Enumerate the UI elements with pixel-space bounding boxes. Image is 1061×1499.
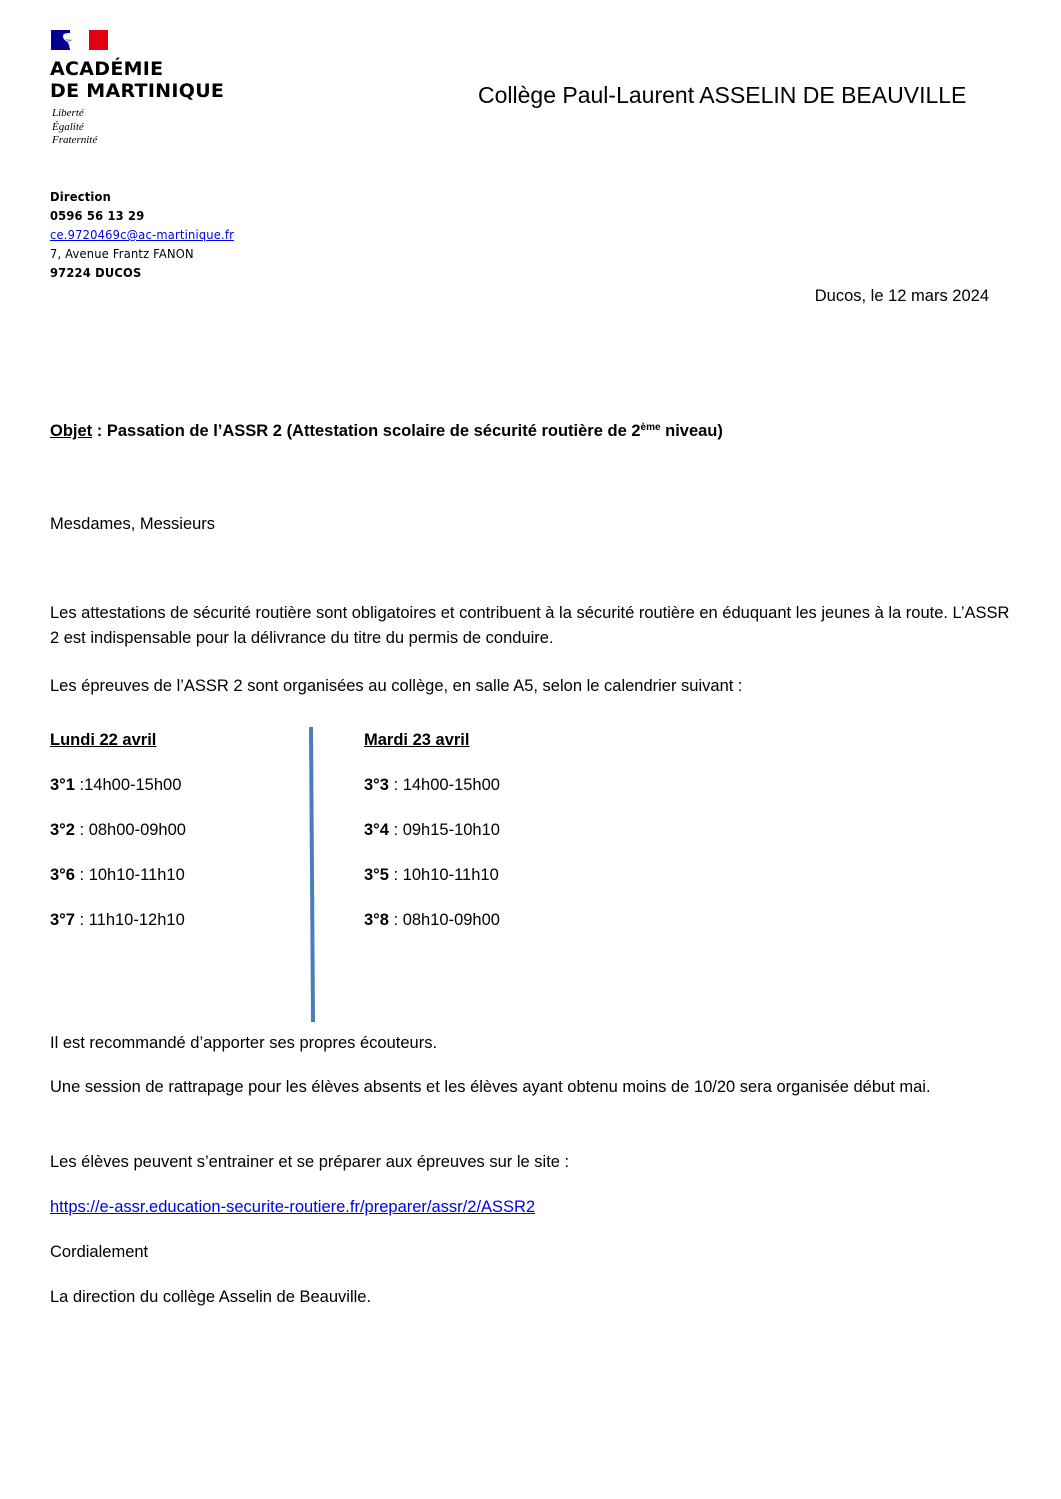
subject-superscript: ème: [640, 422, 661, 433]
republic-motto: [52, 107, 97, 148]
schedule-slot: 3°4 : 09h15-10h10: [364, 821, 500, 839]
contact-block: [50, 187, 234, 282]
schedule-slot: 3°1 :14h00-15h00: [50, 776, 182, 794]
academy-line-1: ACADÉMIE: [50, 58, 164, 80]
schedule-intro-paragraph: Les épreuves de l’ASSR 2 sont organisées au collège, en salle A5, selon le calendrier suivant :: [50, 677, 743, 695]
motto-liberte: Liberté: [52, 107, 84, 119]
subject-text: : Passation de l’ASSR 2 (Attestation scolaire de sécurité routière de 2: [92, 422, 641, 440]
contact-email-link[interactable]: ce.9720469c@ac-martinique.fr: [50, 227, 235, 242]
motto-egalite: Égalité: [52, 120, 84, 133]
letter-date: Ducos, le 12 mars 2024: [814, 287, 989, 305]
greeting: Mesdames, Messieurs: [50, 515, 216, 533]
subject-label: Objet: [50, 422, 93, 440]
schedule-slot: 3°8 : 08h10-09h00: [364, 911, 500, 929]
training-site-link[interactable]: https://e-assr.education-securite-routiere.fr/preparer/assr/2/ASSR2: [50, 1198, 536, 1216]
motto-fraternite: Fraternité: [52, 134, 98, 146]
marianne-flag-logo: [51, 30, 108, 50]
training-paragraph: Les élèves peuvent s’entrainer et se préparer aux épreuves sur le site :: [50, 1153, 570, 1171]
signature-line: La direction du collège Asselin de Beauville.: [50, 1288, 372, 1306]
schedule-slot: 3°2 : 08h00-09h00: [50, 821, 186, 839]
academy-line-2: DE MARTINIQUE: [50, 80, 225, 102]
contact-service: Direction: [50, 189, 111, 204]
contact-street: 7, Avenue Frantz FANON: [50, 246, 194, 261]
schedule-slot: 3°6 : 10h10-11h10: [50, 866, 185, 884]
schedule-slot: 3°5 : 10h10-11h10: [364, 866, 499, 884]
schedule-slot: 3°7 : 11h10-12h10: [50, 911, 185, 929]
intro-paragraph: Les attestations de sécurité routière sont obligatoires et contribuent à la sécurité routière en éduquant les jeunes à la route. L’ASSR 2 est indispensable pour la délivrance du titre du permis de conduire.: [50, 604, 1010, 647]
schedule-day-title: Lundi 22 avril: [50, 731, 157, 749]
contact-phone: 0596 56 13 29: [50, 208, 145, 223]
schedule-tuesday: [364, 718, 500, 943]
subject-end: niveau): [660, 422, 723, 440]
schedule-divider-line: [309, 727, 315, 1022]
subject-line: [50, 422, 723, 441]
contact-city: 97224 DUCOS: [50, 265, 142, 280]
academy-logo-text: [50, 58, 224, 102]
makeup-session-paragraph: Une session de rattrapage pour les élèves absents et les élèves ayant obtenu moins de 10/20 sera organisée début mai.: [50, 1078, 931, 1096]
recommendation-paragraph: Il est recommandé d’apporter ses propres écouteurs.: [50, 1034, 438, 1052]
closing-salutation: Cordialement: [50, 1243, 149, 1261]
schedule-monday: [50, 718, 186, 943]
schedule-day-title: Mardi 23 avril: [364, 731, 470, 749]
college-name: Collège Paul-Laurent ASSELIN DE BEAUVILLE: [478, 82, 967, 108]
schedule-slot: 3°3 : 14h00-15h00: [364, 776, 500, 794]
